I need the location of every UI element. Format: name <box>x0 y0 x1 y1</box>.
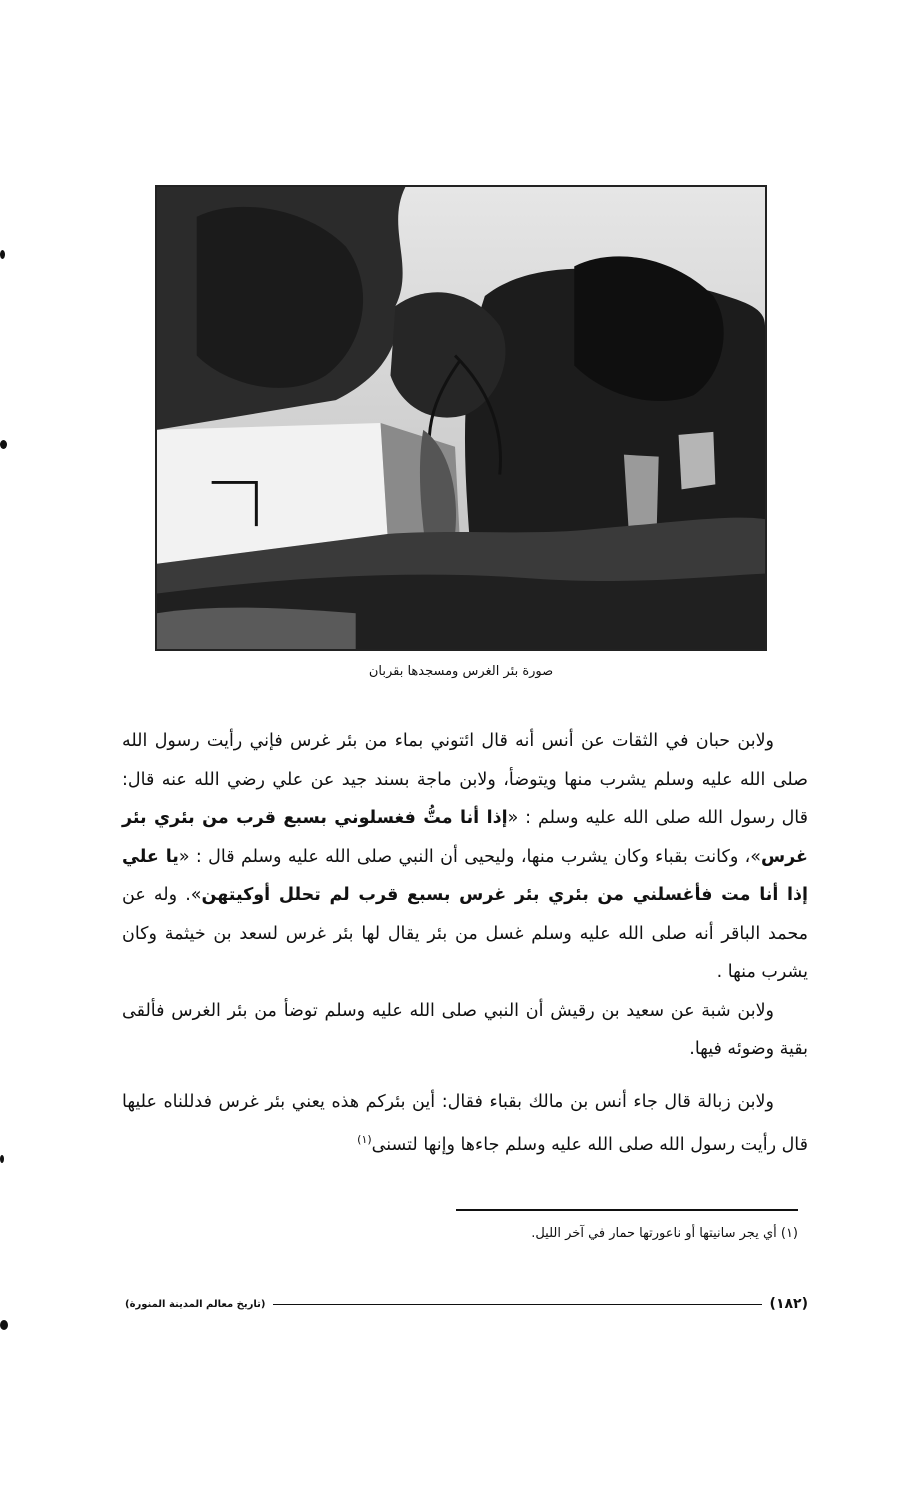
paragraph-1-text-a: ولابن حبان في الثقات عن أنس أنه قال ائتوني بماء من بئر غرس فإني رأيت رسول الله صلى الله عليه وسلم يشرب منها ويتوضأ، ولابن ماجة بسند جيد عن علي رضي الله عنه قال: قال رسول الله صلى الله عليه وسلم : « <box>122 731 808 828</box>
photo-caption: صورة بئر الغرس ومسجدها بقربان <box>368 664 554 679</box>
scan-artifact <box>0 440 7 449</box>
paragraph-2: ولابن شبة عن سعيد بن رقيش أن النبي صلى الله عليه وسلم توضأ من بئر الغرس فألقى بقية وضوئه فيها. <box>122 1000 808 1059</box>
footnote: (١) أي يجر سانيتها أو ناعورتها حمار في آخر الليل. <box>531 1226 798 1241</box>
paragraph-1-text-b: »، وكانت بقباء وكان يشرب منها، وليحيى أن النبي صلى الله عليه وسلم قال : « <box>178 846 761 867</box>
paragraph-3-text: ولابن زبالة قال جاء أنس بن مالك بقباء فقال: أين بئركم هذه يعني بئر غرس فدللناه عليها قال رأيت رسول الله صلى الله عليه وسلم جاءها وإنها لتسنى <box>122 1091 808 1155</box>
paragraph-1 <box>122 722 808 992</box>
scan-artifact <box>0 1320 8 1330</box>
footnote-separator <box>456 1209 798 1211</box>
paragraph-1-text-c: ». وله عن محمد الباقر أنه صلى الله عليه وسلم غسل من بئر يقال لها بئر غرس لسعد بن خيثمة وكان يشرب منها . <box>122 885 808 982</box>
well-photo <box>155 185 767 651</box>
hadith-quote-1: إذا أنا متُّ فغسلوني بسبع قرب من بئري بئر غرس <box>122 808 808 867</box>
footnote-reference: (١) <box>357 1133 372 1146</box>
photo-image <box>157 187 765 649</box>
book-title: (تاريخ معالم المدينة المنورة) <box>125 1298 266 1310</box>
footer-rule <box>273 1304 761 1305</box>
body-text <box>122 722 808 1164</box>
scan-artifact <box>0 1155 4 1163</box>
page-number: (١٨٢) <box>769 1296 808 1312</box>
paragraph-3 <box>122 1083 808 1165</box>
scan-artifact <box>0 250 5 259</box>
hadith-quote-2: يا علي إذا أنا مت فأغسلني من بئري بئر غرس بسبع قرب لم تحلل أوكيتهن <box>122 846 808 905</box>
page-footer <box>125 1292 808 1316</box>
